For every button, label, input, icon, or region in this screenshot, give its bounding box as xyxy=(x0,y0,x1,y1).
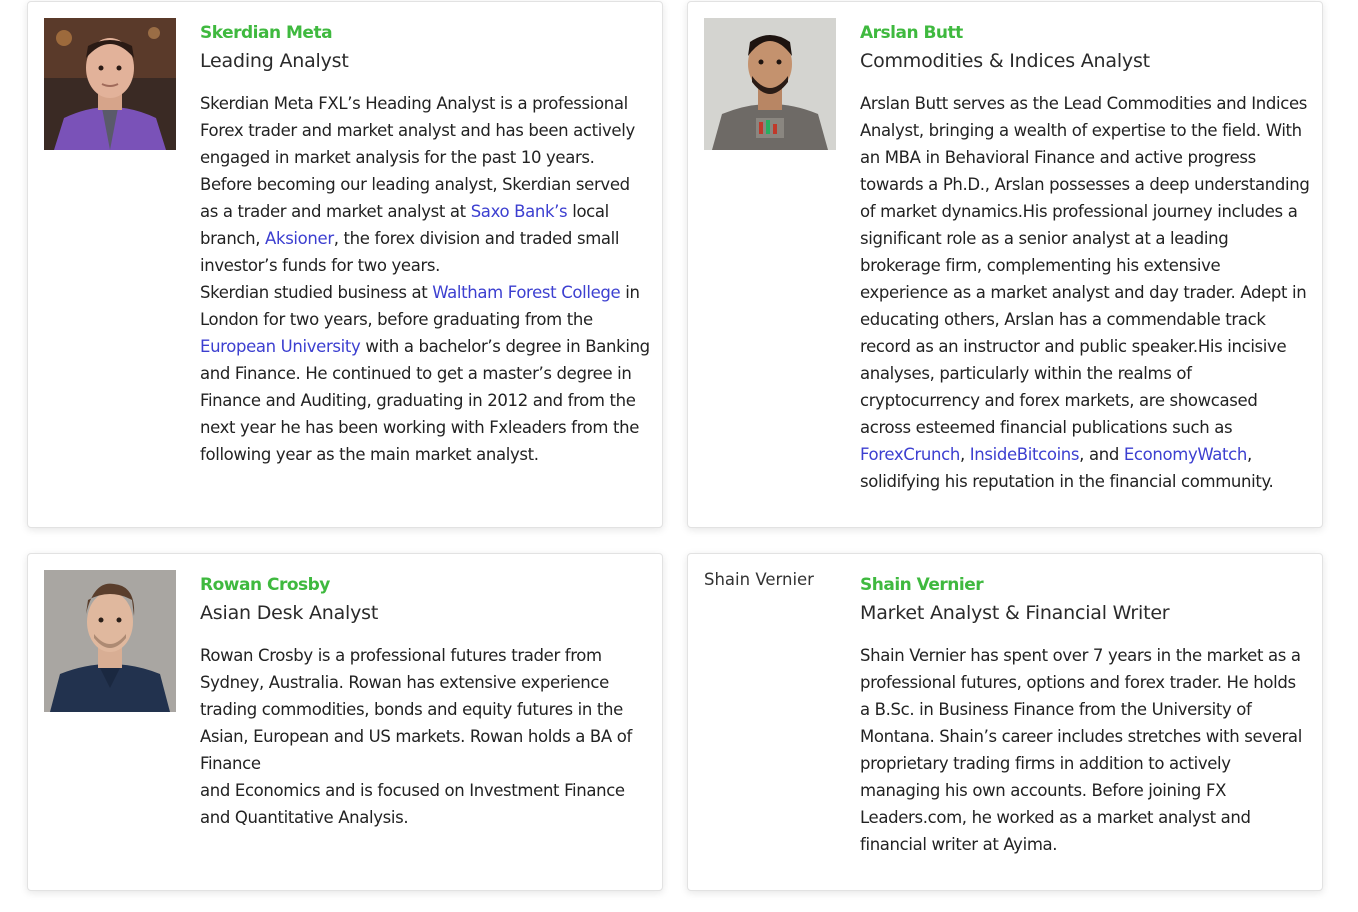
bio-paragraph: Rowan Crosby is a professional futures trader from Sydney, Australia. Rowan has extensive experience trading commodities, bonds and equity futures in the Asian, European and US markets. Rowan holds a BA of Finance xyxy=(200,646,632,773)
analyst-info xyxy=(200,20,650,468)
bio-text: Skerdian Meta FXL’s Heading Analyst is a professional Forex trader and market analyst and has been actively engaged in market analysis for the past 10 years. Before becoming our leading analyst, Skerdian served as a trader and market analyst at xyxy=(200,94,635,221)
portrait-photo-icon xyxy=(704,18,836,150)
waltham-forest-college-link[interactable]: Waltham Forest College xyxy=(432,283,621,302)
analyst-card-rowan-crosby xyxy=(27,553,663,891)
analyst-bio xyxy=(860,642,1310,858)
analyst-info xyxy=(860,20,1310,495)
bio-paragraph xyxy=(860,90,1310,495)
bio-text: local branch, xyxy=(200,202,609,248)
analyst-card-skerdian-meta xyxy=(27,1,663,528)
analyst-role: Commodities & Indices Analyst xyxy=(860,50,1150,72)
insidebitcoins-link[interactable]: InsideBitcoins xyxy=(969,445,1080,464)
analyst-bio xyxy=(860,90,1310,495)
analyst-photo[interactable] xyxy=(44,18,176,150)
saxo-bank-link[interactable]: Saxo Bank’s xyxy=(470,202,568,221)
portrait-photo-icon xyxy=(44,18,176,150)
photo-alt-text: Shain Vernier xyxy=(704,570,814,589)
analyst-role: Asian Desk Analyst xyxy=(200,602,379,624)
bio-text: , and xyxy=(1079,445,1124,464)
european-university-link[interactable]: European University xyxy=(200,337,361,356)
bio-text: , the forex division and traded small investor’s funds for two years. xyxy=(200,229,620,275)
analyst-name[interactable]: Shain Vernier xyxy=(860,575,984,595)
analyst-card-shain-vernier xyxy=(687,553,1323,891)
economywatch-link[interactable]: EconomyWatch xyxy=(1123,445,1248,464)
forexcrunch-link[interactable]: ForexCrunch xyxy=(860,445,960,464)
bio-text: , xyxy=(959,445,970,464)
analyst-role: Leading Analyst xyxy=(200,50,349,72)
bio-paragraph: and Economics and is focused on Investment Finance and Quantitative Analysis. xyxy=(200,781,625,827)
analyst-photo[interactable] xyxy=(704,18,836,150)
bio-text: with a bachelor’s degree in Banking and Finance. He continued to get a master’s degree in Finance and Auditing, graduating in 2012 and from the next year he has been working with Fxleaders from the following year as the main market analyst. xyxy=(200,337,650,464)
bio-text: Arslan Butt serves as the Lead Commodities and Indices Analyst, bringing a wealth of expertise to the field. With an MBA in Behavioral Finance and active progress towards a Ph.D., Arslan possesses a deep understanding of market dynamics.His professional journey includes a significant role as a senior analyst at a leading brokerage firm, complementing his extensive experience as a market analyst and day trader. Adept in educating others, Arslan has a commendable track record as an instructor and public speaker.His incisive analyses, particularly within the realms of cryptocurrency and forex markets, are showcased across esteemed financial publications such as xyxy=(860,94,1310,437)
bio-text: Skerdian studied business at xyxy=(200,283,433,302)
analyst-name[interactable]: Arslan Butt xyxy=(860,23,963,43)
bio-paragraph xyxy=(200,279,650,468)
analyst-name[interactable]: Skerdian Meta xyxy=(200,23,333,43)
analyst-bio xyxy=(200,642,650,831)
analyst-bio xyxy=(200,90,650,468)
analyst-card-arslan-butt xyxy=(687,1,1323,528)
portrait-photo-icon xyxy=(44,570,176,712)
bio-paragraph xyxy=(200,90,650,279)
bio-text: , solidifying his reputation in the financial community. xyxy=(860,445,1274,491)
aksioner-link[interactable]: Aksioner xyxy=(265,229,334,248)
analyst-info xyxy=(200,572,650,831)
analyst-name[interactable]: Rowan Crosby xyxy=(200,575,330,595)
analyst-role: Market Analyst & Financial Writer xyxy=(860,602,1170,624)
bio-paragraph: Shain Vernier has spent over 7 years in the market as a professional futures, options and forex trader. He holds a B.Sc. in Business Finance from the University of Montana. Shain’s career includes stretches with several proprietary trading firms in addition to actively managing his own accounts. Before joining FX Leaders.com, he worked as a market analyst and financial writer at Ayima. xyxy=(860,646,1302,854)
analyst-info xyxy=(860,572,1310,858)
analyst-photo[interactable] xyxy=(44,570,176,712)
analyst-photo[interactable] xyxy=(704,570,844,600)
bio-text: in London for two years, before graduating from the xyxy=(200,283,640,329)
